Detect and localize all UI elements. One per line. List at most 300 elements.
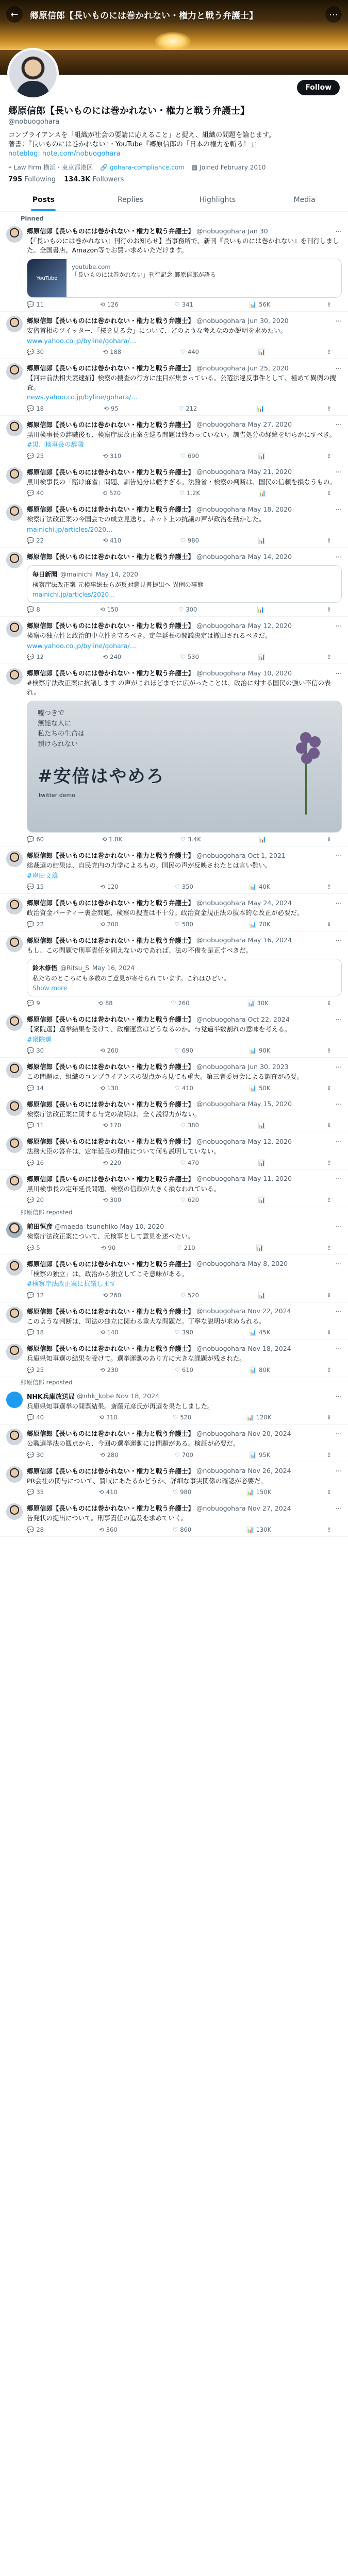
author-name[interactable]: 前田恒彦 <box>27 1223 53 1230</box>
views-action[interactable] <box>258 537 267 544</box>
share-icon[interactable]: ⇪ <box>326 489 332 497</box>
tweet-link[interactable]: #検察庁法改正案に抗議します <box>27 1280 116 1287</box>
author-name[interactable]: 郷原信郎【長いものには巻かれない・権力と戦う弁護士】 <box>27 852 195 859</box>
share-icon[interactable]: ⇪ <box>326 1084 332 1092</box>
repost-action[interactable] <box>103 489 121 497</box>
repost-action[interactable] <box>103 1292 122 1299</box>
tab-highlights[interactable]: Highlights <box>199 196 236 204</box>
repost-action[interactable] <box>100 921 119 928</box>
tweet-date[interactable]: Nov 20, 2024 <box>247 1429 291 1437</box>
author-name[interactable]: 郷原信郎【長いものには巻かれない・権力と戦う弁護士】 <box>27 1504 195 1512</box>
tweet-link[interactable]: mainichi.jp/articles/2020… <box>27 525 113 533</box>
share-icon[interactable]: ⇪ <box>326 1047 332 1054</box>
avatar[interactable] <box>6 1014 23 1031</box>
tweet-link[interactable]: news.yahoo.co.jp/byline/gohara/… <box>27 393 138 401</box>
views-action[interactable] <box>258 452 267 460</box>
share-icon[interactable]: ⇪ <box>326 1159 332 1166</box>
tweet-link[interactable]: #岸田文雄 <box>27 871 58 879</box>
more-icon[interactable]: ⋯ <box>335 1344 342 1352</box>
tweet-date[interactable]: Nov 18, 2024 <box>247 1344 291 1352</box>
views-action[interactable] <box>257 405 267 412</box>
tweet-date[interactable]: Oct 1, 2021 <box>247 851 286 859</box>
more-icon[interactable]: ⋯ <box>335 316 342 325</box>
more-icon[interactable]: ⋯ <box>335 1100 342 1108</box>
quoted-tweet[interactable] <box>27 565 342 603</box>
avatar[interactable] <box>6 420 23 436</box>
reply-action[interactable] <box>27 537 44 544</box>
views-action[interactable] <box>250 301 271 308</box>
share-icon[interactable]: ⇪ <box>326 1488 332 1496</box>
more-icon[interactable]: ⋯ <box>335 1504 342 1512</box>
reply-action[interactable] <box>27 489 44 497</box>
repost-action[interactable] <box>100 301 119 308</box>
tweet[interactable] <box>0 846 348 894</box>
tweet-wrapper <box>0 463 348 501</box>
reply-action[interactable] <box>27 921 44 928</box>
author-name[interactable]: NHK兵庫放送局 <box>27 1392 75 1400</box>
views-icon: 📊 <box>256 1244 264 1251</box>
tab-replies[interactable]: Replies <box>117 196 144 204</box>
views-action[interactable] <box>258 1122 267 1129</box>
reply-icon: 💬 <box>27 1244 35 1251</box>
share-icon[interactable]: ⇪ <box>326 301 332 308</box>
avatar[interactable] <box>6 1222 23 1238</box>
website-link[interactable]: gohara-compliance.com <box>109 163 185 171</box>
avatar[interactable] <box>6 898 23 914</box>
tweet[interactable] <box>0 548 348 617</box>
author-name[interactable]: 郷原信郎【長いものには巻かれない・権力と戦う弁護士】 <box>27 622 195 630</box>
tweet-date[interactable]: May 18, 2020 <box>247 505 292 513</box>
like-action[interactable] <box>180 1196 199 1204</box>
tweet-date[interactable]: Nov 22, 2024 <box>247 1307 291 1315</box>
views-action[interactable] <box>258 489 268 497</box>
share-icon[interactable]: ⇪ <box>326 1414 332 1421</box>
like-action[interactable] <box>176 1244 195 1251</box>
avatar[interactable] <box>6 1503 23 1520</box>
tweet[interactable] <box>0 1058 348 1095</box>
tweet[interactable] <box>0 1499 348 1537</box>
like-icon: ♡ <box>180 1291 186 1299</box>
views-action[interactable] <box>256 1244 266 1251</box>
author-name[interactable]: 郷原信郎【長いものには巻かれない・権力と戦う弁護士】 <box>27 1430 195 1437</box>
quoted-tweet[interactable] <box>27 959 342 996</box>
tweet[interactable] <box>0 416 348 463</box>
repost-context: 郷原信郎 reposted <box>21 1209 73 1216</box>
author-name[interactable]: 郷原信郎【長いものには巻かれない・権力と戦う弁護士】 <box>27 420 195 429</box>
repost-icon: ⟲ <box>100 1366 105 1374</box>
like-action[interactable] <box>173 1526 191 1533</box>
tweet[interactable] <box>0 1462 348 1500</box>
avatar[interactable] <box>6 467 23 484</box>
bio-link[interactable]: noteblog: note.com/nobuogohara <box>8 150 121 158</box>
like-action[interactable] <box>175 1451 193 1459</box>
avatar[interactable] <box>6 1259 23 1276</box>
avatar[interactable] <box>6 1466 23 1483</box>
reply-icon: 💬 <box>27 1366 35 1374</box>
avatar[interactable] <box>6 226 23 243</box>
tweet-link[interactable]: #黒川検事長の辞職 <box>27 440 84 448</box>
views-action[interactable] <box>258 348 267 355</box>
like-action[interactable] <box>171 999 189 1007</box>
reply-action[interactable] <box>27 1488 44 1496</box>
more-icon[interactable]: ⋯ <box>335 1307 342 1315</box>
repost-action[interactable] <box>100 1084 119 1092</box>
share-icon[interactable]: ⇪ <box>326 348 332 355</box>
more-icon[interactable]: ⋯ <box>335 936 342 944</box>
like-action[interactable] <box>180 1122 199 1129</box>
repost-action[interactable] <box>100 1451 119 1459</box>
quote-date: May 14, 2020 <box>95 570 138 578</box>
share-icon[interactable]: ⇪ <box>326 653 332 660</box>
tweet-text: 告発状の提出について。刑事責任の追及を求めていく。 <box>27 1514 188 1522</box>
tweet-date[interactable]: Nov 26, 2024 <box>247 1467 291 1475</box>
avatar[interactable] <box>6 1429 23 1445</box>
views-action[interactable] <box>250 1366 271 1374</box>
share-icon[interactable]: ⇪ <box>326 606 332 613</box>
reply-action[interactable] <box>27 405 44 412</box>
views-action[interactable] <box>250 1329 271 1336</box>
views-action[interactable] <box>250 1084 271 1092</box>
author-name[interactable]: 郷原信郎【長いものには巻かれない・権力と戦う弁護士】 <box>27 669 195 677</box>
more-icon[interactable]: ⋯ <box>335 1222 342 1230</box>
more-icon[interactable]: ⋯ <box>335 364 342 372</box>
tweet-date[interactable]: May 24, 2024 <box>247 899 292 907</box>
more-icon[interactable]: ⋯ <box>325 6 342 23</box>
repost-action[interactable] <box>103 1159 122 1166</box>
more-icon[interactable]: ⋯ <box>335 420 342 428</box>
tweet[interactable] <box>0 1302 348 1340</box>
more-icon[interactable]: ⋯ <box>335 1467 342 1475</box>
views-action[interactable] <box>250 1451 271 1459</box>
like-action[interactable] <box>178 405 197 412</box>
like-action[interactable] <box>175 921 193 928</box>
author-name[interactable]: 郷原信郎【長いものには巻かれない・権力と戦う弁護士】 <box>27 1138 195 1145</box>
tweet[interactable] <box>0 1217 348 1255</box>
views-icon: 📊 <box>258 1291 266 1299</box>
more-icon[interactable]: ⋯ <box>335 552 342 561</box>
tweet-date[interactable]: Nov 18, 2024 <box>116 1392 160 1400</box>
more-icon[interactable]: ⋯ <box>335 899 342 907</box>
reply-action[interactable] <box>27 1329 44 1336</box>
tab-posts[interactable]: Posts <box>0 189 87 211</box>
more-icon[interactable]: ⋯ <box>335 468 342 476</box>
tweet-date[interactable]: May 12, 2020 <box>247 621 292 630</box>
avatar[interactable] <box>6 552 23 568</box>
tweet[interactable] <box>0 931 348 1011</box>
like-action[interactable] <box>180 348 199 355</box>
avatar[interactable] <box>6 504 23 521</box>
author-name[interactable]: 郷原信郎【長いものには巻かれない・権力と戦う弁護士】 <box>27 1100 195 1108</box>
like-action[interactable] <box>175 1084 193 1092</box>
author-name[interactable]: 郷原信郎【長いものには巻かれない・権力と戦う弁護士】 <box>27 936 195 944</box>
like-action[interactable] <box>180 452 199 460</box>
reply-icon: 💬 <box>27 301 35 308</box>
tweet-date[interactable]: May 27, 2020 <box>247 420 292 428</box>
author-name[interactable]: 郷原信郎【長いものには巻かれない・権力と戦う弁護士】 <box>27 317 195 325</box>
author-name[interactable]: 郷原信郎【長いものには巻かれない・権力と戦う弁護士】 <box>27 1467 195 1475</box>
avatar[interactable] <box>6 1392 23 1408</box>
tweet-link[interactable]: www.yahoo.co.jp/byline/gohara/… <box>27 641 137 650</box>
views-action[interactable] <box>258 1159 267 1166</box>
tweet-date[interactable]: May 8, 2020 <box>247 1260 288 1267</box>
reply-action[interactable] <box>27 1292 44 1299</box>
reply-action[interactable] <box>27 653 44 660</box>
tweet-date[interactable]: Jun 30, 2023 <box>247 1062 289 1071</box>
tweet[interactable] <box>0 1170 348 1208</box>
author-name[interactable]: 郷原信郎【長いものには巻かれない・権力と戦う弁護士】 <box>27 899 195 907</box>
repost-action[interactable] <box>103 452 122 460</box>
tab-media[interactable]: Media <box>293 196 316 204</box>
repost-action[interactable] <box>99 1526 118 1533</box>
author-name[interactable]: 郷原信郎【長いものには巻かれない・権力と戦う弁護士】 <box>27 1307 195 1315</box>
more-icon[interactable]: ⋯ <box>335 669 342 677</box>
tweet-date[interactable]: Jun 30, 2020 <box>247 316 289 325</box>
share-icon[interactable]: ⇪ <box>326 1366 332 1374</box>
more-icon[interactable]: ⋯ <box>335 1015 342 1023</box>
tweet-text: 検察の独立性と政治的中立性を守るべき。定年延長の閣議決定は撤回されるべきだ。 <box>27 632 272 639</box>
like-action[interactable] <box>175 301 193 308</box>
views-action[interactable] <box>258 653 267 660</box>
views-action[interactable] <box>258 1196 267 1204</box>
tweet[interactable] <box>0 222 348 312</box>
more-icon[interactable]: ⋯ <box>335 1260 342 1267</box>
tweet[interactable] <box>0 617 348 664</box>
avatar[interactable] <box>6 1174 23 1191</box>
more-icon[interactable]: ⋯ <box>335 1137 342 1145</box>
tweet[interactable] <box>0 664 348 846</box>
like-action[interactable] <box>173 1414 191 1421</box>
like-action[interactable] <box>180 653 199 660</box>
views-action[interactable] <box>246 1414 271 1421</box>
reply-action[interactable] <box>27 348 44 355</box>
arrow-left-icon[interactable]: ← <box>6 6 23 23</box>
tweet-date[interactable]: Jan 30 <box>247 227 268 235</box>
views-action[interactable] <box>246 1488 271 1496</box>
views-action[interactable] <box>250 1047 271 1054</box>
like-action[interactable] <box>178 606 197 613</box>
followers-count[interactable] <box>64 176 124 183</box>
reply-icon: 💬 <box>27 404 35 412</box>
share-icon[interactable]: ⇪ <box>326 1196 332 1204</box>
repost-action[interactable] <box>98 999 112 1007</box>
repost-action[interactable] <box>100 883 119 890</box>
tweet-date[interactable]: May 10, 2020 <box>247 669 292 677</box>
reply-action[interactable] <box>27 836 44 843</box>
tweet-date[interactable]: May 10, 2020 <box>120 1222 164 1230</box>
author-name[interactable]: 郷原信郎【長いものには巻かれない・権力と戦う弁護士】 <box>27 1260 195 1268</box>
tweet-header <box>27 1503 342 1513</box>
more-icon[interactable]: ⋯ <box>335 1392 342 1400</box>
tweet-link[interactable]: #衆院選 <box>27 1035 52 1043</box>
tweet-link[interactable]: www.yahoo.co.jp/byline/gohara/… <box>27 336 137 345</box>
views-action[interactable] <box>259 836 268 843</box>
like-action[interactable] <box>180 836 201 843</box>
avatar[interactable] <box>6 1307 23 1323</box>
repost-action[interactable] <box>99 1488 118 1496</box>
tweet[interactable] <box>0 1132 348 1170</box>
author-name[interactable]: 郷原信郎【長いものには巻かれない・権力と戦う弁護士】 <box>27 364 195 372</box>
like-action[interactable] <box>180 1292 199 1299</box>
author-name[interactable]: 郷原信郎【長いものには巻かれない・権力と戦う弁護士】 <box>27 505 195 513</box>
more-icon[interactable]: ⋯ <box>335 851 342 859</box>
repost-action[interactable] <box>103 1122 122 1129</box>
avatar[interactable] <box>6 936 23 952</box>
author-handle: @nobuogohara <box>196 1467 246 1475</box>
followers-number: 134.3K <box>64 176 91 183</box>
more-icon[interactable]: ⋯ <box>335 505 342 513</box>
reply-action[interactable] <box>27 1084 44 1092</box>
reply-action[interactable] <box>27 1526 44 1533</box>
views-action[interactable] <box>258 1292 267 1299</box>
tweet[interactable] <box>0 1387 348 1425</box>
quote-more[interactable]: Show more <box>32 985 68 992</box>
tweet-image[interactable] <box>27 701 342 833</box>
share-icon[interactable]: ⇪ <box>326 452 332 460</box>
link-card[interactable] <box>27 259 342 298</box>
reply-icon: 💬 <box>27 1488 35 1496</box>
share-icon[interactable]: ⇪ <box>326 404 332 412</box>
tweet[interactable] <box>0 1010 348 1058</box>
author-name[interactable]: 郷原信郎【長いものには巻かれない・権力と戦う弁護士】 <box>27 468 195 476</box>
reply-action[interactable] <box>27 1414 44 1421</box>
reply-action[interactable] <box>27 1159 44 1166</box>
avatar[interactable] <box>6 363 23 380</box>
avatar[interactable] <box>6 1099 23 1116</box>
avatar[interactable] <box>6 851 23 867</box>
views-action[interactable] <box>246 1526 271 1533</box>
reply-action[interactable] <box>27 1047 44 1054</box>
share-icon[interactable]: ⇪ <box>326 999 332 1007</box>
avatar[interactable] <box>6 1062 23 1078</box>
share-icon[interactable]: ⇪ <box>326 1451 332 1459</box>
author-name[interactable]: 郷原信郎【長いものには巻かれない・権力と戦う弁護士】 <box>27 1015 195 1023</box>
tweet[interactable] <box>0 1425 348 1462</box>
like-action[interactable] <box>180 537 199 544</box>
tweet[interactable] <box>0 1095 348 1133</box>
repost-action[interactable] <box>102 836 122 843</box>
location-text: Law Firm 横浜・東京都港区 <box>13 164 93 171</box>
share-icon[interactable]: ⇪ <box>326 1122 332 1129</box>
reply-action[interactable] <box>27 999 40 1007</box>
tweet[interactable] <box>0 1255 348 1302</box>
tweet[interactable] <box>0 1340 348 1377</box>
tweet[interactable] <box>0 500 348 548</box>
author-name[interactable]: 郷原信郎【長いものには巻かれない・権力と戦う弁護士】 <box>27 1063 195 1071</box>
tweet-date[interactable]: May 16, 2024 <box>247 936 292 944</box>
tweet-date[interactable]: Nov 27, 2024 <box>247 1504 291 1512</box>
tweet[interactable] <box>0 312 348 359</box>
tweet[interactable] <box>0 894 348 931</box>
repost-action[interactable] <box>104 405 118 412</box>
like-action[interactable] <box>180 1159 199 1166</box>
reply-action[interactable] <box>27 452 44 460</box>
avatar[interactable] <box>6 1137 23 1153</box>
tweet[interactable] <box>0 463 348 501</box>
repost-action[interactable] <box>100 1329 119 1336</box>
reply-action[interactable] <box>27 1122 44 1129</box>
share-icon[interactable]: ⇪ <box>326 1329 332 1336</box>
views-action[interactable] <box>250 921 271 928</box>
repost-action[interactable] <box>103 1196 122 1204</box>
more-icon[interactable]: ⋯ <box>335 621 342 630</box>
avatar[interactable] <box>6 621 23 637</box>
author-name[interactable]: 郷原信郎【長いものには巻かれない・権力と戦う弁護士】 <box>27 1175 195 1183</box>
tweet-actions <box>27 301 342 308</box>
reply-action[interactable] <box>27 1196 44 1204</box>
repost-action[interactable] <box>100 1366 119 1374</box>
like-action[interactable] <box>173 1488 191 1496</box>
quote-more[interactable]: mainichi.jp/articles/2020… <box>32 591 115 598</box>
tweet[interactable] <box>0 359 348 416</box>
repost-action[interactable] <box>103 653 122 660</box>
avatar[interactable] <box>6 316 23 332</box>
more-icon[interactable]: ⋯ <box>335 1175 342 1182</box>
tweet-date[interactable]: Oct 22, 2024 <box>247 1015 290 1023</box>
repost-action[interactable] <box>100 606 119 613</box>
tweet-date[interactable]: Jun 25, 2020 <box>247 364 289 372</box>
website[interactable] <box>100 163 185 172</box>
views-action[interactable] <box>250 883 271 890</box>
share-icon[interactable]: ⇪ <box>326 1291 332 1299</box>
author-name[interactable]: 郷原信郎【長いものには巻かれない・権力と戦う弁護士】 <box>27 553 195 561</box>
views-action[interactable] <box>247 999 269 1007</box>
avatar[interactable] <box>7 48 59 99</box>
tweet-date[interactable]: May 14, 2020 <box>247 552 292 561</box>
reply-action[interactable] <box>27 1451 44 1459</box>
repost-action[interactable] <box>101 1244 115 1251</box>
author-name[interactable]: 郷原信郎【長いものには巻かれない・権力と戦う弁護士】 <box>27 227 195 235</box>
like-action[interactable] <box>179 489 200 497</box>
avatar[interactable] <box>6 668 23 685</box>
share-icon[interactable]: ⇪ <box>326 537 332 544</box>
reply-action[interactable] <box>27 883 44 890</box>
reply-action[interactable] <box>27 301 44 308</box>
more-icon[interactable]: ⋯ <box>335 227 342 235</box>
like-action[interactable] <box>175 883 193 890</box>
author-name[interactable]: 郷原信郎【長いものには巻かれない・権力と戦う弁護士】 <box>27 1345 195 1352</box>
reply-action[interactable] <box>27 1244 40 1251</box>
tweet-date[interactable]: May 21, 2020 <box>247 468 292 476</box>
share-icon[interactable]: ⇪ <box>326 1244 332 1251</box>
avatar[interactable] <box>6 1344 23 1360</box>
more-icon[interactable]: ⋯ <box>335 1062 342 1071</box>
share-icon[interactable]: ⇪ <box>326 836 332 843</box>
repost-action[interactable] <box>100 1047 119 1054</box>
views-action[interactable] <box>257 606 267 613</box>
tweet-date[interactable]: May 11, 2020 <box>247 1175 292 1182</box>
tweet-text: 検察庁法改正案に関する与党の説明は、全く説得力がない。 <box>27 1110 201 1118</box>
repost-action[interactable] <box>103 348 122 355</box>
follow-button[interactable]: Follow <box>297 80 340 95</box>
like-action[interactable] <box>175 1047 193 1054</box>
following-count[interactable] <box>8 176 56 183</box>
tweet-actions <box>27 489 342 497</box>
tweet-date[interactable]: May 12, 2020 <box>247 1137 292 1145</box>
tweet-date[interactable]: May 15, 2020 <box>247 1100 292 1108</box>
reply-action[interactable] <box>27 1366 44 1374</box>
share-icon[interactable]: ⇪ <box>326 883 332 890</box>
more-icon[interactable]: ⋯ <box>335 1429 342 1437</box>
like-action[interactable] <box>175 1329 193 1336</box>
tweet-body <box>27 1392 342 1421</box>
repost-action[interactable] <box>99 1414 118 1421</box>
reply-action[interactable] <box>27 606 40 613</box>
bio-line: 著書：『長いものには巻かれない』・YouTube『郷原信郎の「日本の権力を斬る！」』 <box>8 141 260 148</box>
share-icon[interactable]: ⇪ <box>326 920 332 928</box>
share-icon[interactable]: ⇪ <box>326 1526 332 1533</box>
like-action[interactable] <box>175 1366 193 1374</box>
repost-action[interactable] <box>103 537 122 544</box>
